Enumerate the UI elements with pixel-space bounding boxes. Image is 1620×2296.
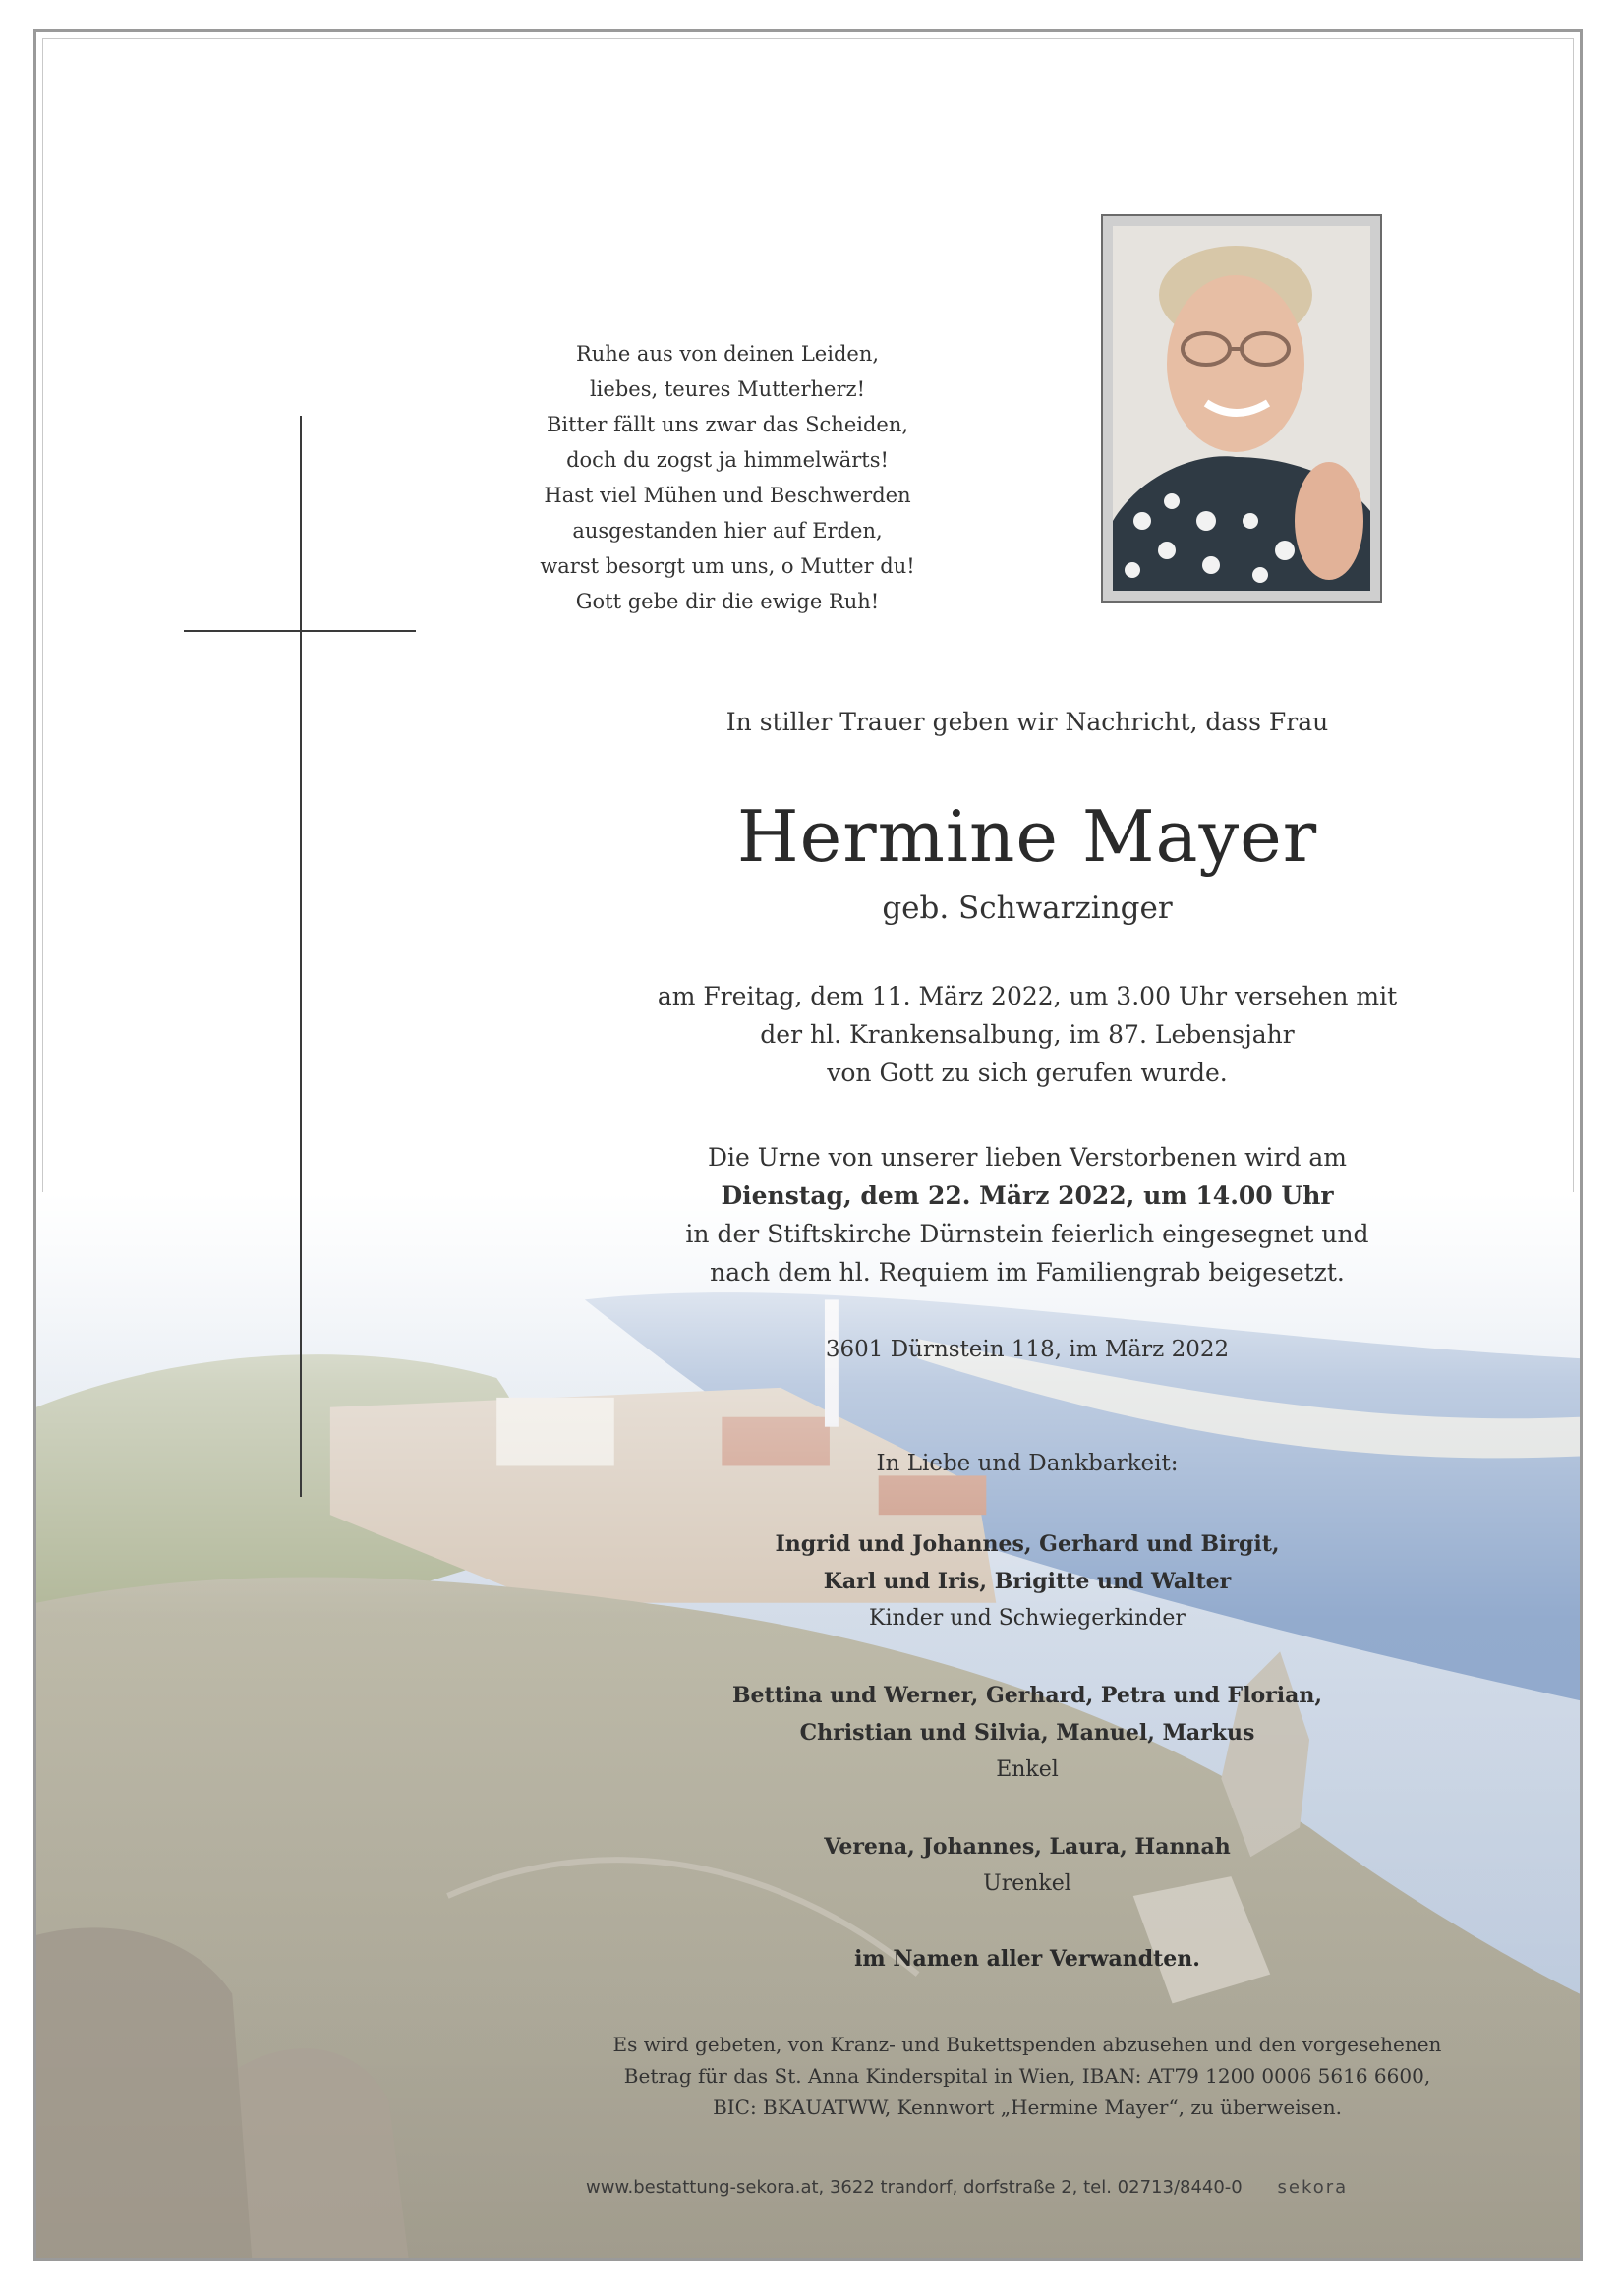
donation-request [492, 2029, 1563, 2123]
death-line: der hl. Krankensalbung, im 87. Lebensjahr [760, 1020, 1295, 1049]
mourners-children [492, 1525, 1563, 1637]
donation-line: BIC: BKAUATWW, Kennwort „Hermine Mayer“, zu überweisen. [713, 2095, 1342, 2119]
poem-line: ausgestanden hier auf Erden, [572, 519, 883, 543]
death-line: am Freitag, dem 11. März 2022, um 3.00 Uhr versehen mit [657, 982, 1398, 1010]
brand-logo: sekora [1277, 2177, 1349, 2198]
mourner-label: Urenkel [983, 1871, 1071, 1896]
funeral-line: Die Urne von unserer lieben Verstorbenen wird am [708, 1143, 1347, 1172]
mourners-grandchildren [492, 1677, 1563, 1789]
poem-line: Hast viel Mühen und Beschwerden [544, 484, 911, 507]
mourner-label: Kinder und Schwiegerkinder [869, 1606, 1186, 1631]
closing-line: im Namen aller Verwandten. [854, 1946, 1200, 1972]
mourner-names: Christian und Silvia, Manuel, Markus [799, 1720, 1255, 1746]
funeral-notice [492, 1138, 1563, 1292]
footer [586, 2177, 1471, 2198]
poem-line: Bitter fällt uns zwar das Scheiden, [546, 413, 909, 436]
mourner-names: Karl und Iris, Brigitte und Walter [823, 1569, 1232, 1594]
birth-name: geb. Schwarzinger [882, 890, 1173, 926]
mourner-label: Enkel [996, 1757, 1059, 1782]
death-line: von Gott zu sich gerufen wurde. [827, 1059, 1228, 1087]
place-date: 3601 Dürnstein 118, im März 2022 [825, 1337, 1230, 1362]
poem-line: warst besorgt um uns, o Mutter du! [540, 554, 915, 578]
portrait-frame [1101, 214, 1382, 603]
poem [472, 336, 983, 619]
funeral-line: in der Stiftskirche Dürnstein feierlich eingesegnet und [685, 1220, 1369, 1248]
mourner-names: Bettina und Werner, Gerhard, Petra und Florian, [731, 1683, 1323, 1708]
poem-line: liebes, teures Mutterherz! [589, 377, 866, 401]
cross-icon-bar [184, 630, 416, 632]
poem-line: Ruhe aus von deinen Leiden, [575, 342, 880, 366]
donation-line: Betrag für das St. Anna Kinderspital in Wien, IBAN: AT79 1200 0006 5616 6600, [623, 2064, 1431, 2088]
intro-text: In stiller Trauer geben wir Nachricht, dass Frau [725, 708, 1329, 736]
mourner-names: Verena, Johannes, Laura, Hannah [824, 1834, 1231, 1860]
death-notice [492, 977, 1563, 1092]
funeral-line: nach dem hl. Requiem im Familiengrab beigesetzt. [710, 1258, 1345, 1287]
footer-contact[interactable]: www.bestattung-sekora.at, 3622 trandorf, dorfstraße 2, tel. 02713/8440-0 [586, 2177, 1243, 2198]
poem-line: Gott gebe dir die ewige Ruh! [575, 590, 880, 613]
funeral-date: Dienstag, dem 22. März 2022, um 14.00 Uhr [721, 1181, 1334, 1210]
cross-icon [300, 416, 302, 1497]
portrait-photo [1113, 226, 1370, 591]
deceased-name: Hermine Mayer [736, 795, 1318, 878]
mourners-great-grandchildren [492, 1828, 1563, 1903]
poem-line: doch du zogst ja himmelwärts! [566, 448, 889, 472]
love-line: In Liebe und Dankbarkeit: [876, 1451, 1179, 1476]
donation-line: Es wird gebeten, von Kranz- und Bukettspenden abzusehen und den vorgesehenen [612, 2033, 1442, 2056]
mourner-names: Ingrid und Johannes, Gerhard und Birgit, [775, 1531, 1280, 1557]
